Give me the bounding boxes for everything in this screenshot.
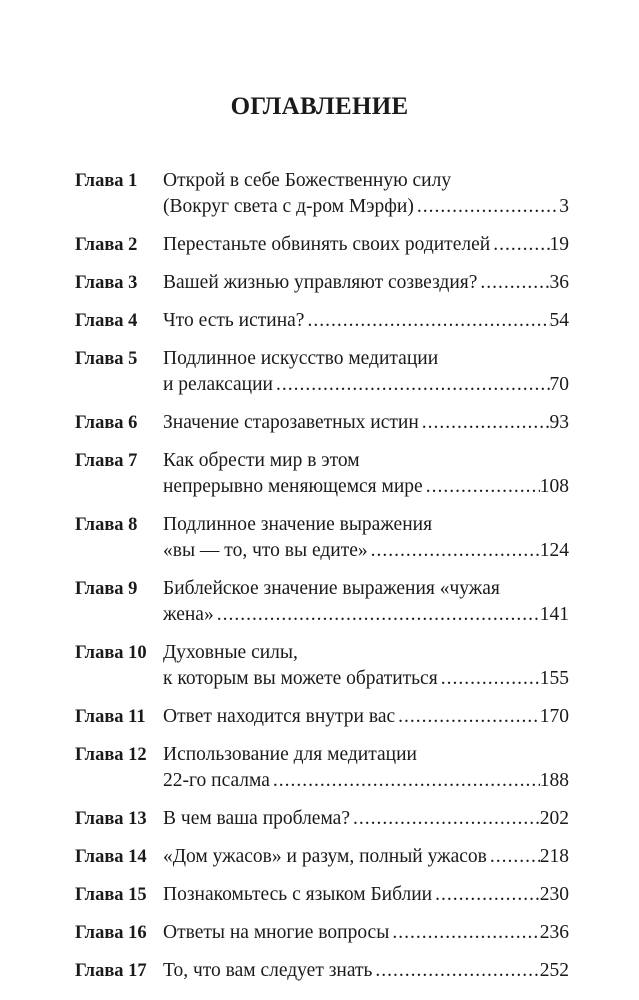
page-number: 3	[559, 196, 569, 217]
chapter-title-block	[163, 232, 569, 258]
toc-entry	[75, 882, 569, 908]
toc-entry	[75, 576, 569, 628]
chapter-title-last-line	[163, 372, 569, 398]
chapter-title-block	[163, 806, 569, 832]
toc-entry	[75, 512, 569, 564]
page-number: 252	[539, 960, 569, 981]
chapter-title-block	[163, 742, 569, 794]
chapter-title-last-line	[163, 270, 569, 296]
page-number: 54	[549, 310, 569, 331]
chapter-title-block	[163, 844, 569, 870]
dot-leader	[273, 372, 550, 398]
toc-entry	[75, 704, 569, 730]
dot-leader	[214, 602, 540, 628]
chapter-label: Глава 17	[75, 961, 147, 981]
chapter-title-text: «вы — то, что вы едите»	[163, 540, 368, 561]
chapter-title-block	[163, 308, 569, 334]
chapter-label: Глава 6	[75, 413, 138, 433]
page-number: 36	[549, 272, 569, 293]
chapter-label: Глава 7	[75, 451, 138, 471]
chapter-title-last-line	[163, 882, 569, 908]
chapter-title-block	[163, 640, 569, 692]
chapter-title-text: (Вокруг света с д-ром Мэрфи)	[163, 196, 414, 217]
chapter-label: Глава 1	[75, 171, 138, 191]
chapter-title-block	[163, 704, 569, 730]
chapter-title-last-line	[163, 602, 569, 628]
toc-entry	[75, 308, 569, 334]
chapter-title-text: Познакомьтесь с языком Библии	[163, 884, 433, 905]
chapter-title-text: непрерывно меняющемся мире	[163, 476, 423, 497]
dot-leader	[372, 958, 539, 984]
chapter-title-last-line	[163, 232, 569, 258]
chapter-label: Глава 10	[75, 643, 147, 663]
chapter-title-last-line	[163, 194, 569, 220]
toc-entry	[75, 806, 569, 832]
toc-entry	[75, 844, 569, 870]
chapter-label: Глава 9	[75, 579, 138, 599]
toc-entry	[75, 346, 569, 398]
chapter-title-line: Подлинное искусство медитации	[163, 348, 439, 369]
table-of-contents	[75, 168, 569, 996]
page-number: 93	[549, 412, 569, 433]
chapter-title-last-line	[163, 806, 569, 832]
chapter-title-text: Ответ находится внутри вас	[163, 706, 396, 727]
chapter-label: Глава 11	[75, 707, 146, 727]
page-number: 124	[539, 540, 569, 561]
toc-entry	[75, 920, 569, 946]
chapter-title-block	[163, 512, 569, 564]
chapter-label: Глава 5	[75, 349, 138, 369]
toc-entry	[75, 958, 569, 984]
chapter-title-text: Вашей жизнью управляют созвездия?	[163, 272, 478, 293]
chapter-label: Глава 13	[75, 809, 147, 829]
dot-leader	[350, 806, 540, 832]
chapter-label: Глава 4	[75, 311, 138, 331]
chapter-title-text: Что есть истина?	[163, 310, 305, 331]
dot-leader	[438, 666, 540, 692]
chapter-title-last-line	[163, 844, 569, 870]
dot-leader	[304, 308, 549, 334]
chapter-title-last-line	[163, 920, 569, 946]
chapter-title-last-line	[163, 958, 569, 984]
chapter-title-last-line	[163, 308, 569, 334]
page-number: 170	[539, 706, 569, 727]
chapter-title-block	[163, 410, 569, 436]
chapter-title-text: «Дом ужасов» и разум, полный ужасов	[163, 846, 487, 867]
chapter-title-block	[163, 168, 569, 220]
page-number: 202	[539, 808, 569, 829]
toc-entry	[75, 742, 569, 794]
chapter-title-block	[163, 958, 569, 984]
chapter-title-line: Духовные силы,	[163, 642, 298, 663]
chapter-title-block	[163, 882, 569, 908]
chapter-title-text: 22-го псалма	[163, 770, 270, 791]
dot-leader	[432, 882, 540, 908]
dot-leader	[270, 768, 540, 794]
chapter-title-line: Подлинное значение выражения	[163, 514, 433, 535]
chapter-label: Глава 15	[75, 885, 147, 905]
dot-leader	[395, 704, 540, 730]
chapter-label: Глава 2	[75, 235, 138, 255]
chapter-title-block	[163, 576, 569, 628]
chapter-title-line: Как обрести мир в этом	[163, 450, 360, 471]
toc-entry	[75, 448, 569, 500]
toc-entry	[75, 168, 569, 220]
toc-entry	[75, 232, 569, 258]
chapter-title-text: Значение старозаветных истин	[163, 412, 419, 433]
chapter-title-text: Перестаньте обвинять своих родителей	[163, 234, 491, 255]
chapter-label: Глава 16	[75, 923, 147, 943]
page-number: 108	[539, 476, 569, 497]
page-number: 218	[539, 846, 569, 867]
dot-leader	[423, 474, 540, 500]
page-title: ОГЛАВЛЕНИЕ	[230, 93, 409, 120]
toc-entry	[75, 270, 569, 296]
chapter-title-line: Открой в себе Божественную силу	[163, 170, 452, 191]
chapter-title-line: Библейское значение выражения «чужая	[163, 578, 500, 599]
page-number: 188	[539, 770, 569, 791]
dot-leader	[389, 920, 539, 946]
dot-leader	[477, 270, 549, 296]
page-number: 155	[539, 668, 569, 689]
chapter-title-text: Ответы на многие вопросы	[163, 922, 390, 943]
page-number: 230	[539, 884, 569, 905]
chapter-title-last-line	[163, 704, 569, 730]
chapter-title-line: Использование для медитации	[163, 744, 417, 765]
dot-leader	[419, 410, 550, 436]
chapter-label: Глава 12	[75, 745, 147, 765]
chapter-title-last-line	[163, 474, 569, 500]
chapter-title-last-line	[163, 768, 569, 794]
toc-entry	[75, 410, 569, 436]
chapter-label: Глава 14	[75, 847, 147, 867]
page-number: 70	[549, 374, 569, 395]
page-number: 19	[549, 234, 569, 255]
chapter-title-text: В чем ваша проблема?	[163, 808, 350, 829]
chapter-title-block	[163, 920, 569, 946]
chapter-title-last-line	[163, 538, 569, 564]
chapter-title-last-line	[163, 410, 569, 436]
page-number: 236	[539, 922, 569, 943]
chapter-label: Глава 8	[75, 515, 138, 535]
page-number: 141	[539, 604, 569, 625]
dot-leader	[368, 538, 540, 564]
dot-leader	[487, 844, 540, 870]
dot-leader	[414, 194, 559, 220]
chapter-label: Глава 3	[75, 273, 138, 293]
chapter-title-block	[163, 346, 569, 398]
chapter-title-text: жена»	[163, 604, 214, 625]
chapter-title-text: и релаксации	[163, 374, 273, 395]
chapter-title-last-line	[163, 666, 569, 692]
chapter-title-text: к которым вы можете обратиться	[163, 668, 438, 689]
toc-entry	[75, 640, 569, 692]
chapter-title-block	[163, 448, 569, 500]
chapter-title-text: То, что вам следует знать	[163, 960, 373, 981]
chapter-title-block	[163, 270, 569, 296]
dot-leader	[490, 232, 549, 258]
